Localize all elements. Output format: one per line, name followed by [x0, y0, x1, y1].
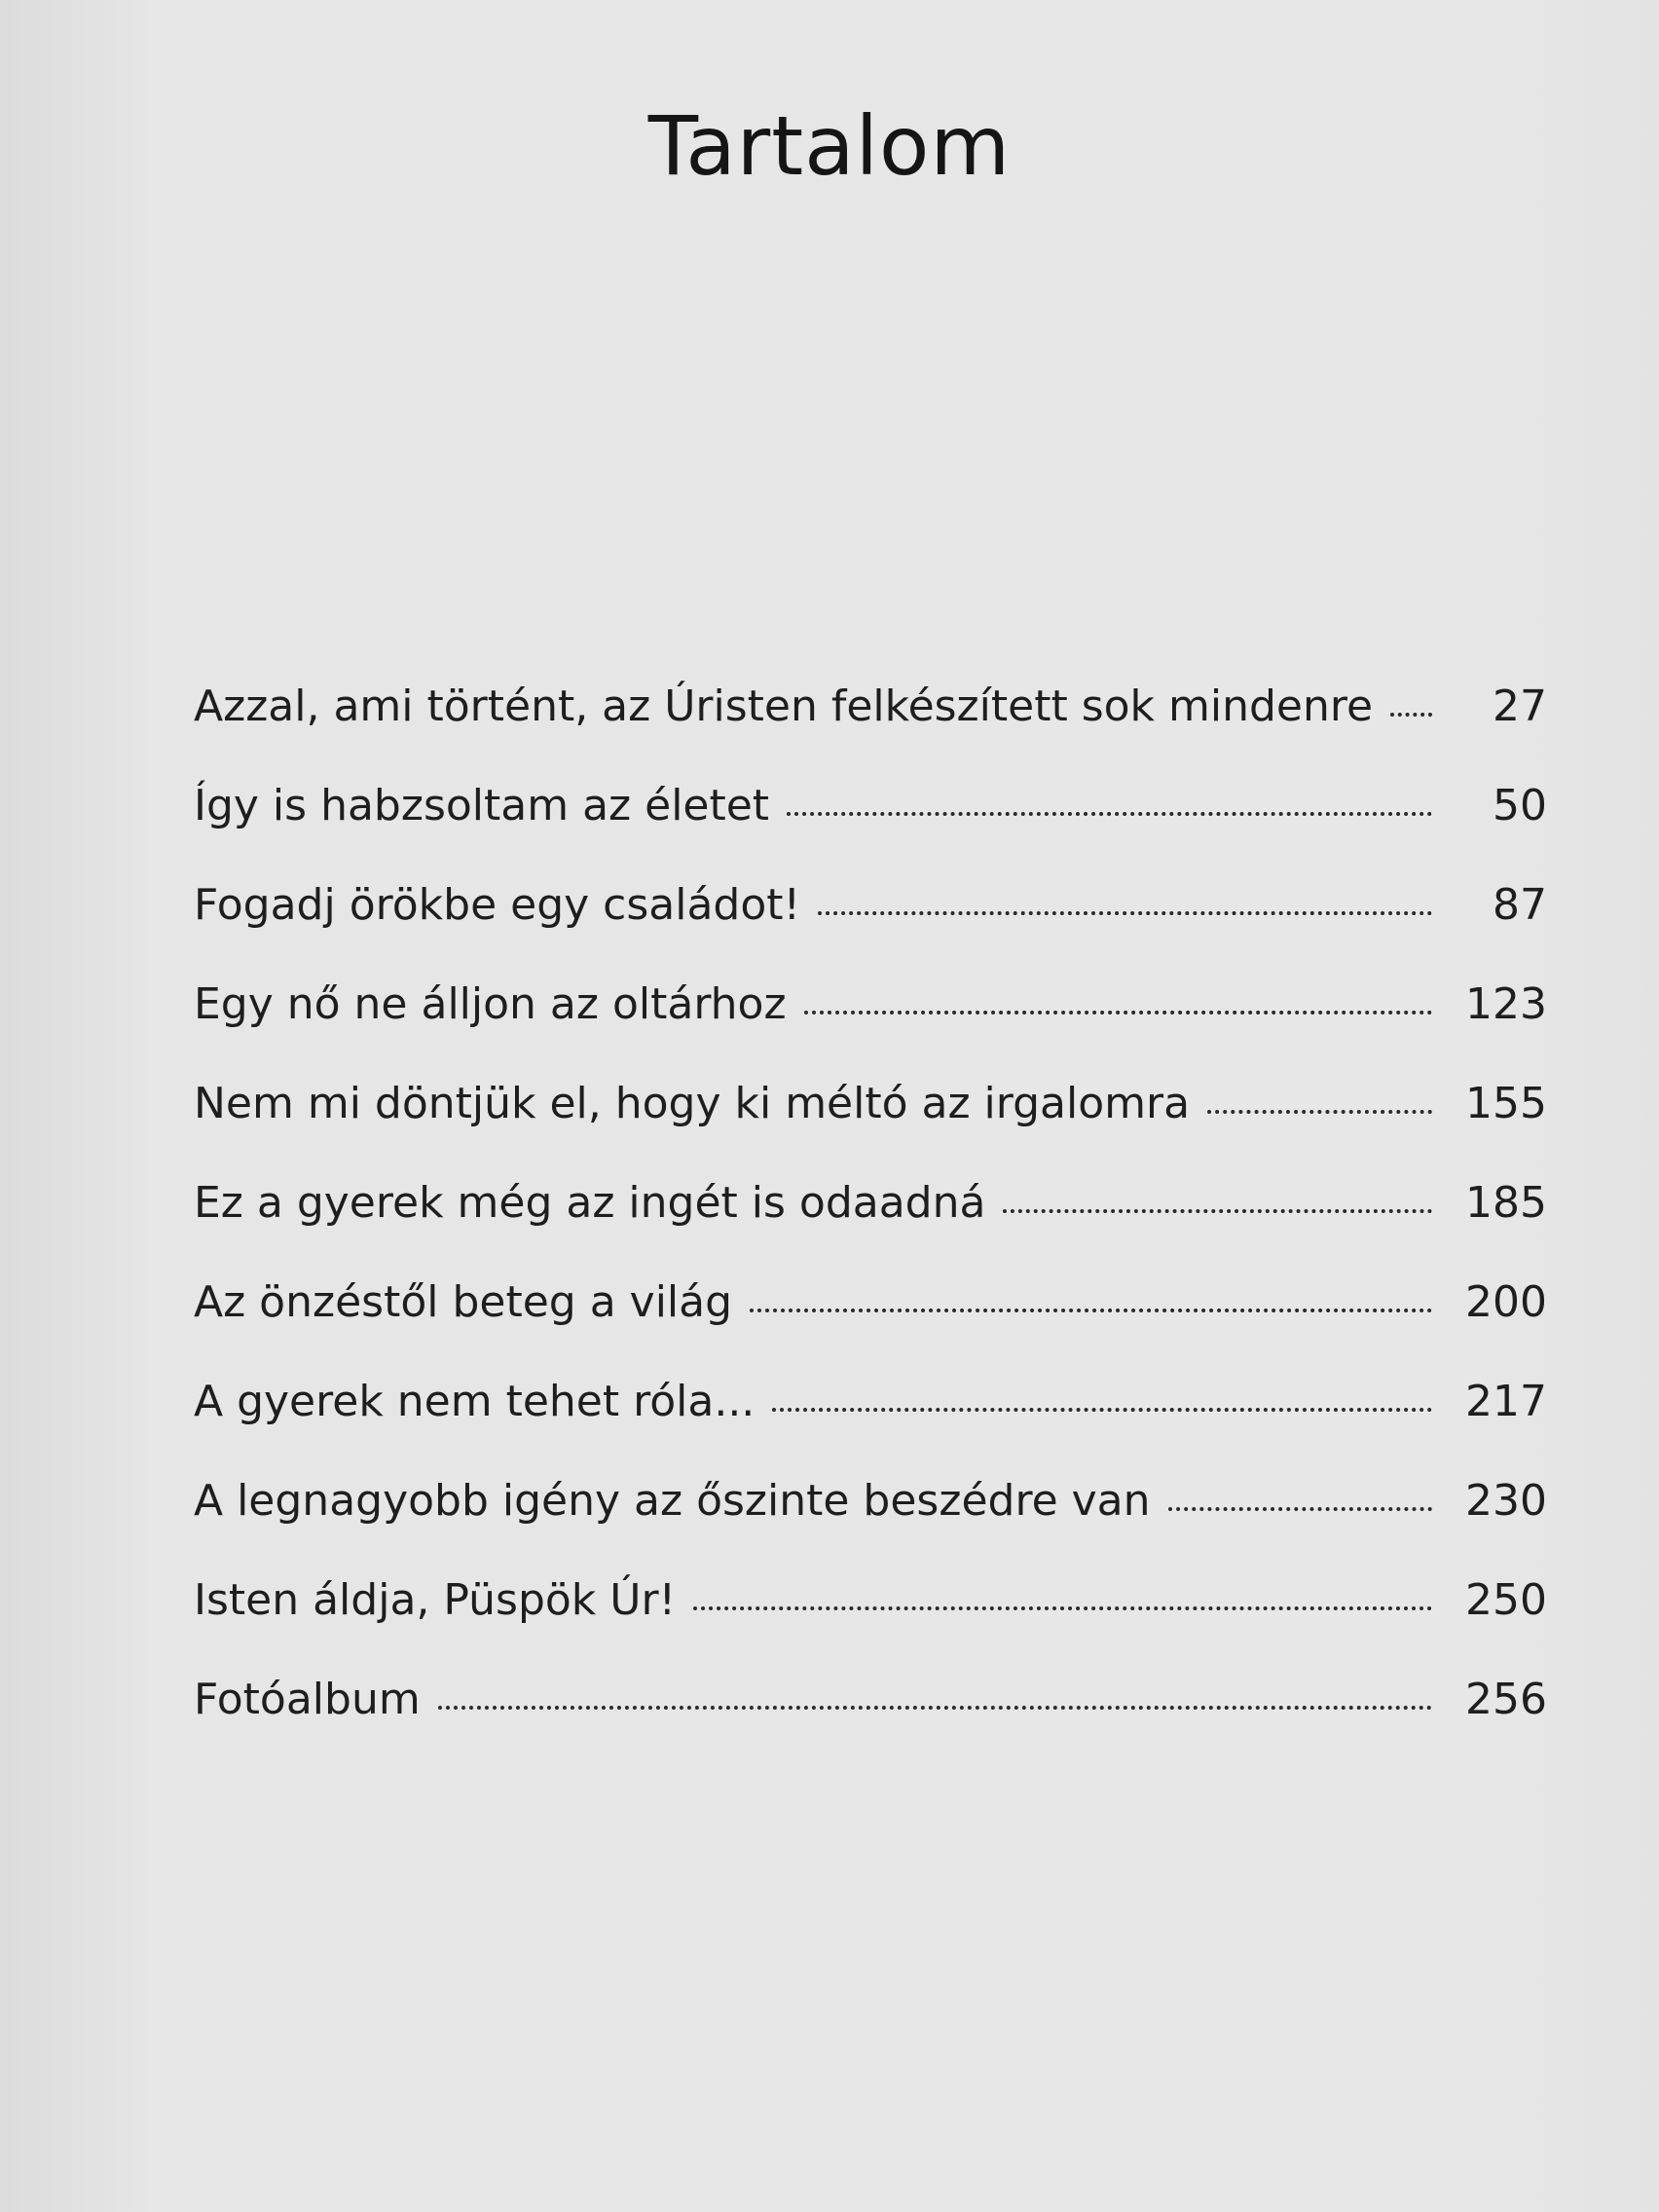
dot-leader: [787, 812, 1432, 816]
entry-page-number: 230: [1465, 1476, 1547, 1526]
toc-entry: [194, 1079, 1547, 1178]
entry-title: Azzal, ami történt, az Úristen felkészített sok mindenre: [194, 682, 1374, 731]
dot-leader: [750, 1309, 1432, 1312]
entry-page-number: 87: [1493, 880, 1547, 930]
entry-page-number: 250: [1465, 1575, 1547, 1625]
entry-page-number: 185: [1465, 1178, 1547, 1228]
entry-title: A gyerek nem tehet róla...: [194, 1377, 756, 1426]
toc-entry: [194, 1277, 1547, 1377]
dot-leader: [1390, 713, 1432, 717]
entry-page-number: 217: [1465, 1377, 1547, 1426]
entry-page-number: 123: [1465, 979, 1547, 1029]
toc-entry: [194, 781, 1547, 880]
toc-entry: [194, 682, 1547, 781]
entry-title: Fogadj örökbe egy családot!: [194, 880, 801, 930]
toc-entry: [194, 1476, 1547, 1575]
entry-page-number: 200: [1465, 1277, 1547, 1327]
entry-title: Fotóalbum: [194, 1675, 421, 1724]
entry-page-number: 256: [1465, 1675, 1547, 1724]
toc-entry: [194, 1575, 1547, 1675]
page-title: Tartalom: [647, 98, 1012, 195]
dot-leader: [818, 911, 1432, 915]
entry-title: Nem mi döntjük el, hogy ki méltó az irgalomra: [194, 1079, 1191, 1128]
dot-leader: [772, 1408, 1432, 1412]
entry-title: Ez a gyerek még az ingét is odaadná: [194, 1178, 986, 1228]
dot-leader: [1207, 1110, 1432, 1114]
entry-title: A legnagyobb igény az őszinte beszédre van: [194, 1476, 1151, 1526]
dot-leader: [438, 1706, 1432, 1710]
toc-entry: [194, 1178, 1547, 1277]
dot-leader: [1003, 1209, 1432, 1213]
table-of-contents: [194, 682, 1547, 1774]
entry-page-number: 155: [1465, 1079, 1547, 1128]
entry-title: Az önzéstől beteg a világ: [194, 1277, 733, 1327]
entry-title: Egy nő ne álljon az oltárhoz: [194, 979, 787, 1029]
dot-leader: [804, 1011, 1432, 1014]
toc-entry: [194, 1377, 1547, 1476]
toc-entry: [194, 880, 1547, 979]
entry-page-number: 50: [1493, 781, 1547, 830]
dot-leader: [693, 1606, 1432, 1610]
entry-title: Így is habzsoltam az életet: [194, 781, 770, 830]
dot-leader: [1168, 1507, 1432, 1511]
toc-entry: [194, 1675, 1547, 1774]
toc-entry: [194, 979, 1547, 1079]
entry-page-number: 27: [1493, 682, 1547, 731]
entry-title: Isten áldja, Püspök Úr!: [194, 1575, 677, 1625]
